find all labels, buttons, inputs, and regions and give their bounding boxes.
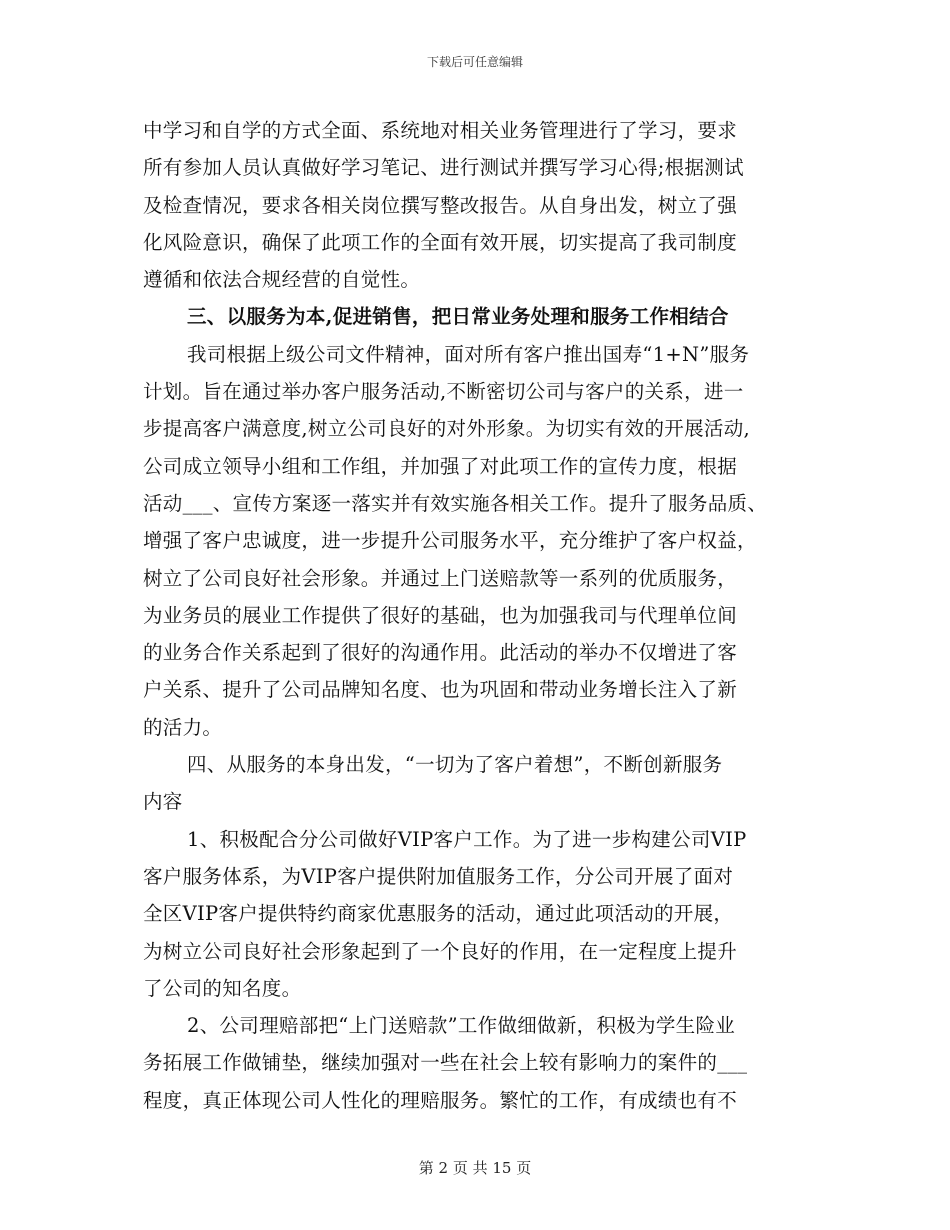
page-header: 下载后可任意编辑 [426, 55, 523, 69]
body-text-line: 户关系、提升了公司品牌知名度、也为巩固和带动业务增长注入了新 [143, 678, 738, 702]
body-text-line: 遵循和依法合规经营的自觉性。 [143, 268, 421, 292]
body-text-line: 公司成立领导小组和工作组，并加强了对此项工作的宣传力度，根据 [143, 454, 738, 478]
body-text-line: 全区VIP客户提供特约商家优惠服务的活动，通过此项活动的开展， [143, 902, 734, 926]
body-text-line: 2、公司理赔部把“上门送赔款”工作做细做新，积极为学生险业 [187, 1014, 736, 1038]
body-text-line: 务拓展工作做铺垫，继续加强对一些在社会上较有影响力的案件的___ [143, 1051, 748, 1075]
body-text-line: 内容 [143, 790, 183, 814]
document-body [143, 112, 813, 1119]
body-text-line: 活动___、宣传方案逐一落实并有效实施各相关工作。提升了服务品质、 [143, 491, 768, 515]
body-text-line: 1、积极配合分公司做好VIP客户工作。为了进一步构建公司VIP [187, 827, 747, 851]
body-text-line: 树立了公司良好社会形象。并通过上门送赔款等一系列的优质服务， [143, 566, 738, 590]
body-text-line: 计划。旨在通过举办客户服务活动,不断密切公司与客户的关系，进一 [143, 380, 744, 404]
body-text-line: 客户服务体系，为VIP客户提供附加值服务工作，分公司开展了面对 [143, 864, 734, 888]
page-footer: 第 2 页 共 15 页 [418, 1159, 532, 1177]
body-text-line: 中学习和自学的方式全面、系统地对相关业务管理进行了学习，要求 [143, 119, 738, 142]
body-text-line: 增强了客户忠诚度，进一步提升公司服务水平，充分维护了客户权益， [143, 529, 757, 553]
body-text-line: 的业务合作关系起到了很好的沟通作用。此活动的举办不仅增进了客 [143, 641, 738, 665]
body-text-line: 我司根据上级公司文件精神，面对所有客户推出国寿“1+N”服务 [187, 342, 750, 366]
body-text-line: 四、从服务的本身出发，“一切为了客户着想”，不断创新服务 [187, 753, 723, 777]
body-text-line: 程度，真正体现公司人性化的理赔服务。繁忙的工作，有成绩也有不 [143, 1088, 738, 1112]
body-text-line: 为树立公司良好社会形象起到了一个良好的作用，在一定程度上提升 [143, 939, 738, 963]
body-text-line: 了公司的知名度。 [143, 976, 302, 1000]
section-heading: 三、以服务为本,促进销售，把日常业务处理和服务工作相结合 [187, 305, 729, 329]
body-text-line: 所有参加人员认真做好学习笔记、进行测试并撰写学习心得;根据测试 [143, 156, 744, 180]
body-text-line: 为业务员的展业工作提供了很好的基础，也为加强我司与代理单位间 [143, 603, 738, 627]
body-text-line: 的活力。 [143, 715, 223, 739]
body-text-line: 步提高客户满意度,树立公司良好的对外形象。为切实有效的开展活动, [143, 417, 750, 441]
body-text-line: 化风险意识，确保了此项工作的全面有效开展，切实提高了我司制度 [143, 230, 738, 254]
body-text-line: 及检查情况，要求各相关岗位撰写整改报告。从自身出发，树立了强 [143, 193, 738, 217]
